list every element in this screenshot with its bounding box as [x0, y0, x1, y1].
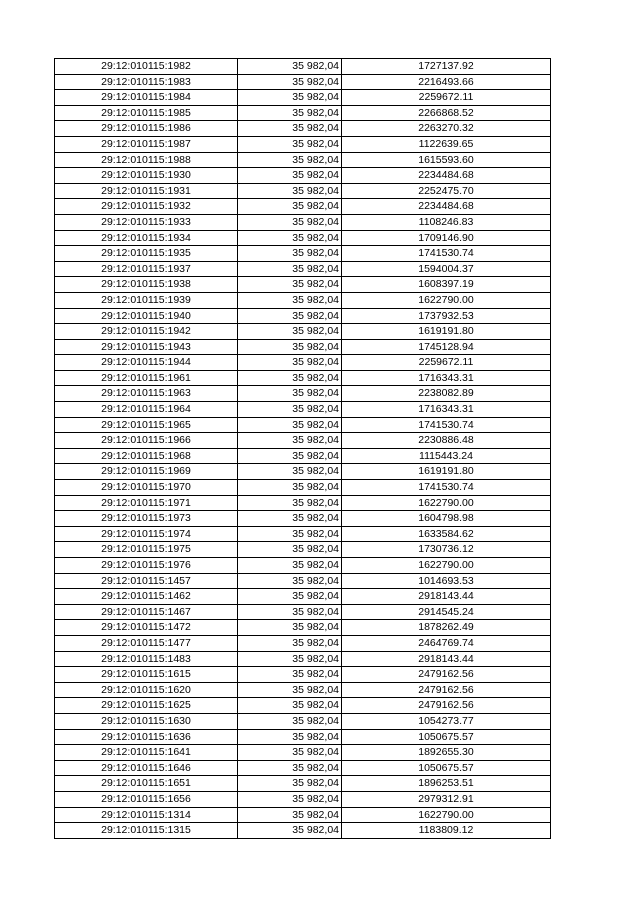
cadastral-value-cell: 1615593.60: [342, 152, 551, 168]
cadastral-number-cell: 29:12:010115:1939: [55, 292, 238, 308]
table-row: [55, 682, 551, 698]
table-row: [55, 713, 551, 729]
cadastral-value-table: [54, 58, 551, 839]
cadastral-number-cell: 29:12:010115:1974: [55, 526, 238, 542]
table-row: [55, 604, 551, 620]
table-row: [55, 495, 551, 511]
cadastral-number-cell: 29:12:010115:1641: [55, 745, 238, 761]
area-cell: 35 982,04: [238, 355, 342, 371]
cadastral-number-cell: 29:12:010115:1636: [55, 729, 238, 745]
cadastral-number-cell: 29:12:010115:1933: [55, 214, 238, 230]
cadastral-value-cell: 2259672.11: [342, 355, 551, 371]
cadastral-number-cell: 29:12:010115:1462: [55, 589, 238, 605]
table-row: [55, 791, 551, 807]
table-row: [55, 261, 551, 277]
area-cell: 35 982,04: [238, 370, 342, 386]
area-cell: 35 982,04: [238, 308, 342, 324]
cadastral-value-cell: 1122639.65: [342, 136, 551, 152]
cadastral-number-cell: 29:12:010115:1651: [55, 776, 238, 792]
area-cell: 35 982,04: [238, 324, 342, 340]
cadastral-number-cell: 29:12:010115:1630: [55, 713, 238, 729]
table-row: [55, 635, 551, 651]
area-cell: 35 982,04: [238, 464, 342, 480]
cadastral-number-cell: 29:12:010115:1940: [55, 308, 238, 324]
cadastral-value-cell: 1741530.74: [342, 246, 551, 262]
area-cell: 35 982,04: [238, 105, 342, 121]
cadastral-value-cell: 2918143.44: [342, 589, 551, 605]
cadastral-value-cell: 1183809.12: [342, 823, 551, 839]
cadastral-number-cell: 29:12:010115:1932: [55, 199, 238, 215]
table-row: [55, 448, 551, 464]
cadastral-value-cell: 2234484.68: [342, 199, 551, 215]
area-cell: 35 982,04: [238, 246, 342, 262]
cadastral-number-cell: 29:12:010115:1615: [55, 667, 238, 683]
cadastral-value-cell: 2464769.74: [342, 635, 551, 651]
cadastral-number-cell: 29:12:010115:1472: [55, 620, 238, 636]
cadastral-number-cell: 29:12:010115:1964: [55, 402, 238, 418]
table-row: [55, 729, 551, 745]
table-row: [55, 402, 551, 418]
cadastral-number-cell: 29:12:010115:1985: [55, 105, 238, 121]
cadastral-value-cell: 1622790.00: [342, 495, 551, 511]
area-cell: 35 982,04: [238, 417, 342, 433]
table-row: [55, 526, 551, 542]
cadastral-number-cell: 29:12:010115:1457: [55, 573, 238, 589]
cadastral-value-cell: 1594004.37: [342, 261, 551, 277]
area-cell: 35 982,04: [238, 59, 342, 75]
table-row: [55, 464, 551, 480]
table-row: [55, 59, 551, 75]
cadastral-value-cell: 2914545.24: [342, 604, 551, 620]
table-row: [55, 152, 551, 168]
area-cell: 35 982,04: [238, 199, 342, 215]
table-row: [55, 105, 551, 121]
cadastral-number-cell: 29:12:010115:1315: [55, 823, 238, 839]
table-row: [55, 199, 551, 215]
table-row: [55, 480, 551, 496]
table-row: [55, 136, 551, 152]
table-row: [55, 589, 551, 605]
area-cell: 35 982,04: [238, 402, 342, 418]
cadastral-number-cell: 29:12:010115:1975: [55, 542, 238, 558]
table-row: [55, 246, 551, 262]
cadastral-number-cell: 29:12:010115:1987: [55, 136, 238, 152]
table-row: [55, 370, 551, 386]
cadastral-value-cell: 1622790.00: [342, 558, 551, 574]
cadastral-value-cell: 1115443.24: [342, 448, 551, 464]
cadastral-value-cell: 1878262.49: [342, 620, 551, 636]
area-cell: 35 982,04: [238, 261, 342, 277]
area-cell: 35 982,04: [238, 136, 342, 152]
area-cell: 35 982,04: [238, 667, 342, 683]
cadastral-number-cell: 29:12:010115:1935: [55, 246, 238, 262]
cadastral-value-cell: 2234484.68: [342, 168, 551, 184]
area-cell: 35 982,04: [238, 776, 342, 792]
cadastral-value-cell: 1050675.57: [342, 760, 551, 776]
table-row: [55, 573, 551, 589]
cadastral-number-cell: 29:12:010115:1620: [55, 682, 238, 698]
cadastral-number-cell: 29:12:010115:1970: [55, 480, 238, 496]
cadastral-number-cell: 29:12:010115:1656: [55, 791, 238, 807]
area-cell: 35 982,04: [238, 448, 342, 464]
table-row: [55, 168, 551, 184]
area-cell: 35 982,04: [238, 230, 342, 246]
table-row: [55, 339, 551, 355]
area-cell: 35 982,04: [238, 90, 342, 106]
table-row: [55, 74, 551, 90]
cadastral-value-cell: 1604798.98: [342, 511, 551, 527]
cadastral-number-cell: 29:12:010115:1938: [55, 277, 238, 293]
cadastral-value-cell: 1619191.80: [342, 324, 551, 340]
cadastral-number-cell: 29:12:010115:1971: [55, 495, 238, 511]
area-cell: 35 982,04: [238, 526, 342, 542]
table-row: [55, 776, 551, 792]
cadastral-number-cell: 29:12:010115:1988: [55, 152, 238, 168]
area-cell: 35 982,04: [238, 168, 342, 184]
area-cell: 35 982,04: [238, 651, 342, 667]
table-row: [55, 386, 551, 402]
cadastral-value-cell: 1737932.53: [342, 308, 551, 324]
table-row: [55, 183, 551, 199]
area-cell: 35 982,04: [238, 542, 342, 558]
area-cell: 35 982,04: [238, 558, 342, 574]
area-cell: 35 982,04: [238, 277, 342, 293]
cadastral-value-cell: 1730736.12: [342, 542, 551, 558]
cadastral-value-cell: 1054273.77: [342, 713, 551, 729]
table-row: [55, 90, 551, 106]
area-cell: 35 982,04: [238, 760, 342, 776]
area-cell: 35 982,04: [238, 183, 342, 199]
table-row: [55, 698, 551, 714]
cadastral-number-cell: 29:12:010115:1982: [55, 59, 238, 75]
table-row: [55, 558, 551, 574]
table-row: [55, 308, 551, 324]
cadastral-number-cell: 29:12:010115:1968: [55, 448, 238, 464]
cadastral-value-cell: 1608397.19: [342, 277, 551, 293]
cadastral-value-cell: 1745128.94: [342, 339, 551, 355]
cadastral-number-cell: 29:12:010115:1314: [55, 807, 238, 823]
area-cell: 35 982,04: [238, 74, 342, 90]
area-cell: 35 982,04: [238, 573, 342, 589]
area-cell: 35 982,04: [238, 713, 342, 729]
cadastral-number-cell: 29:12:010115:1966: [55, 433, 238, 449]
cadastral-value-cell: 2263270.32: [342, 121, 551, 137]
table-row: [55, 433, 551, 449]
table-body: [55, 59, 551, 839]
cadastral-value-cell: 2479162.56: [342, 667, 551, 683]
cadastral-value-cell: 1108246.83: [342, 214, 551, 230]
table-row: [55, 823, 551, 839]
table-row: [55, 292, 551, 308]
cadastral-number-cell: 29:12:010115:1931: [55, 183, 238, 199]
cadastral-value-cell: 2230886.48: [342, 433, 551, 449]
cadastral-value-cell: 2266868.52: [342, 105, 551, 121]
cadastral-value-cell: 2979312.91: [342, 791, 551, 807]
table-row: [55, 214, 551, 230]
area-cell: 35 982,04: [238, 511, 342, 527]
cadastral-value-cell: 1741530.74: [342, 417, 551, 433]
area-cell: 35 982,04: [238, 682, 342, 698]
cadastral-value-cell: 2238082.89: [342, 386, 551, 402]
cadastral-number-cell: 29:12:010115:1942: [55, 324, 238, 340]
table-row: [55, 542, 551, 558]
cadastral-number-cell: 29:12:010115:1976: [55, 558, 238, 574]
cadastral-number-cell: 29:12:010115:1934: [55, 230, 238, 246]
table-row: [55, 355, 551, 371]
area-cell: 35 982,04: [238, 433, 342, 449]
cadastral-number-cell: 29:12:010115:1483: [55, 651, 238, 667]
table-row: [55, 324, 551, 340]
table-row: [55, 417, 551, 433]
cadastral-number-cell: 29:12:010115:1943: [55, 339, 238, 355]
cadastral-value-cell: 1014693.53: [342, 573, 551, 589]
area-cell: 35 982,04: [238, 495, 342, 511]
cadastral-value-cell: 1716343.31: [342, 402, 551, 418]
cadastral-value-cell: 1633584.62: [342, 526, 551, 542]
cadastral-value-cell: 2259672.11: [342, 90, 551, 106]
area-cell: 35 982,04: [238, 339, 342, 355]
area-cell: 35 982,04: [238, 745, 342, 761]
table-row: [55, 511, 551, 527]
cadastral-number-cell: 29:12:010115:1930: [55, 168, 238, 184]
area-cell: 35 982,04: [238, 620, 342, 636]
table-row: [55, 745, 551, 761]
cadastral-number-cell: 29:12:010115:1646: [55, 760, 238, 776]
cadastral-number-cell: 29:12:010115:1973: [55, 511, 238, 527]
area-cell: 35 982,04: [238, 480, 342, 496]
cadastral-value-cell: 2252475.70: [342, 183, 551, 199]
cadastral-value-cell: 1727137.92: [342, 59, 551, 75]
area-cell: 35 982,04: [238, 292, 342, 308]
table-row: [55, 620, 551, 636]
area-cell: 35 982,04: [238, 121, 342, 137]
cadastral-value-cell: 1892655.30: [342, 745, 551, 761]
cadastral-value-cell: 1896253.51: [342, 776, 551, 792]
cadastral-number-cell: 29:12:010115:1467: [55, 604, 238, 620]
area-cell: 35 982,04: [238, 386, 342, 402]
cadastral-value-cell: 2918143.44: [342, 651, 551, 667]
cadastral-value-cell: 1622790.00: [342, 292, 551, 308]
table-row: [55, 807, 551, 823]
cadastral-value-cell: 1716343.31: [342, 370, 551, 386]
area-cell: 35 982,04: [238, 152, 342, 168]
cadastral-number-cell: 29:12:010115:1983: [55, 74, 238, 90]
area-cell: 35 982,04: [238, 214, 342, 230]
cadastral-value-cell: 2479162.56: [342, 698, 551, 714]
cadastral-value-cell: 1050675.57: [342, 729, 551, 745]
area-cell: 35 982,04: [238, 589, 342, 605]
cadastral-number-cell: 29:12:010115:1969: [55, 464, 238, 480]
cadastral-number-cell: 29:12:010115:1986: [55, 121, 238, 137]
table-row: [55, 121, 551, 137]
cadastral-number-cell: 29:12:010115:1965: [55, 417, 238, 433]
cadastral-number-cell: 29:12:010115:1625: [55, 698, 238, 714]
area-cell: 35 982,04: [238, 791, 342, 807]
area-cell: 35 982,04: [238, 823, 342, 839]
area-cell: 35 982,04: [238, 698, 342, 714]
cadastral-number-cell: 29:12:010115:1944: [55, 355, 238, 371]
cadastral-value-cell: 1622790.00: [342, 807, 551, 823]
table-row: [55, 651, 551, 667]
table-row: [55, 277, 551, 293]
cadastral-number-cell: 29:12:010115:1984: [55, 90, 238, 106]
cadastral-value-cell: 2216493.66: [342, 74, 551, 90]
area-cell: 35 982,04: [238, 807, 342, 823]
table-row: [55, 230, 551, 246]
cadastral-number-cell: 29:12:010115:1937: [55, 261, 238, 277]
cadastral-number-cell: 29:12:010115:1961: [55, 370, 238, 386]
table-row: [55, 760, 551, 776]
cadastral-value-cell: 1709146.90: [342, 230, 551, 246]
area-cell: 35 982,04: [238, 635, 342, 651]
table-row: [55, 667, 551, 683]
cadastral-number-cell: 29:12:010115:1963: [55, 386, 238, 402]
cadastral-value-cell: 2479162.56: [342, 682, 551, 698]
area-cell: 35 982,04: [238, 729, 342, 745]
cadastral-value-cell: 1619191.80: [342, 464, 551, 480]
cadastral-value-cell: 1741530.74: [342, 480, 551, 496]
area-cell: 35 982,04: [238, 604, 342, 620]
cadastral-number-cell: 29:12:010115:1477: [55, 635, 238, 651]
